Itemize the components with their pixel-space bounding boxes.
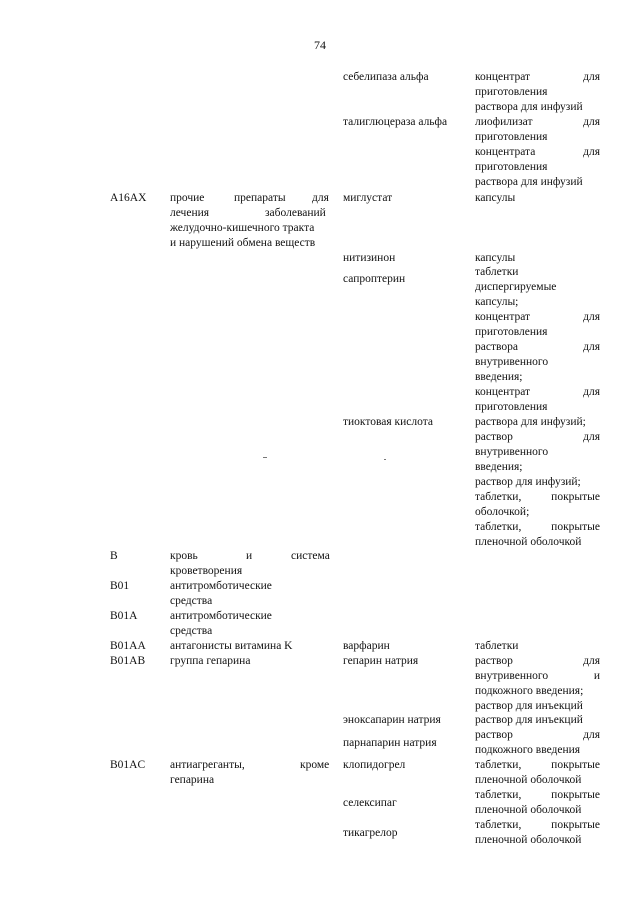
dosage-form: для <box>583 311 600 323</box>
dosage-form: таблетки, <box>475 521 522 533</box>
atc-code: B01AB <box>110 655 146 667</box>
dosage-form: для <box>583 386 600 398</box>
dosage-form: покрытые <box>551 521 600 533</box>
group-name: и нарушений обмена веществ <box>170 237 316 249</box>
dosage-form: таблетки, <box>475 491 522 503</box>
dosage-form: внутривенного <box>475 670 549 682</box>
dosage-form: концентрат <box>475 71 531 83</box>
dosage-form: таблетки, <box>475 789 522 801</box>
group-name: средства <box>170 595 213 607</box>
dosage-form: подкожного введения <box>475 744 581 756</box>
drug-name: парнапарин натрия <box>343 737 437 749</box>
scan-smudge <box>263 457 267 458</box>
group-name: антитромботические <box>170 580 272 592</box>
group-name: и <box>246 550 253 562</box>
group-name: средства <box>170 625 213 637</box>
dosage-form: приготовления <box>475 326 548 338</box>
group-name: антагонисты витамина K <box>170 640 293 652</box>
dosage-form: раствор для инъекций <box>475 714 583 726</box>
dosage-form: пленочной оболочкой <box>475 804 582 816</box>
dosage-form: для <box>583 116 600 128</box>
atc-code: B01A <box>110 610 138 622</box>
dosage-form: приготовления <box>475 131 548 143</box>
dosage-form: оболочкой; <box>475 506 530 518</box>
dosage-form: для <box>583 146 600 158</box>
dosage-form: концентрат <box>475 386 531 398</box>
group-name: кроме <box>300 759 330 771</box>
atc-code: A16AX <box>110 192 147 204</box>
dosage-form: раствор для инфузий; <box>475 476 581 488</box>
group-name: гепарина <box>170 774 215 786</box>
dosage-form: приготовления <box>475 161 548 173</box>
scan-smudge <box>384 459 386 460</box>
dosage-form: раствора <box>475 341 518 353</box>
dosage-form: приготовления <box>475 86 548 98</box>
group-name: кроветворения <box>170 565 243 577</box>
dosage-form: раствора для инфузий <box>475 176 583 188</box>
dosage-form: пленочной оболочкой <box>475 774 582 786</box>
atc-code: B01AC <box>110 759 146 771</box>
group-name: антиагреганты, <box>170 759 245 771</box>
dosage-form: внутривенного <box>475 356 549 368</box>
dosage-form: таблетки <box>475 640 519 652</box>
dosage-form: капсулы <box>475 192 516 204</box>
dosage-form: капсулы; <box>475 296 519 308</box>
dosage-form: таблетки, <box>475 819 522 831</box>
dosage-form: пленочной оболочкой <box>475 536 582 548</box>
dosage-form: раствор для инъекций <box>475 700 583 712</box>
drug-name: эноксапарин натрия <box>343 714 441 726</box>
dosage-form: для <box>583 341 600 353</box>
dosage-form: раствора для инфузий; <box>475 416 586 428</box>
group-name: группа гепарина <box>170 655 251 667</box>
dosage-form: для <box>583 655 600 667</box>
dosage-form: капсулы <box>475 252 516 264</box>
dosage-form: подкожного введения; <box>475 685 584 697</box>
dosage-form: покрытые <box>551 789 600 801</box>
group-name: кровь <box>170 550 198 562</box>
dosage-form: введения; <box>475 371 523 383</box>
drug-name: миглустат <box>343 192 393 204</box>
dosage-form: таблетки <box>475 266 519 278</box>
dosage-form: введения; <box>475 461 523 473</box>
atc-code: B <box>110 550 118 562</box>
dosage-form: покрытые <box>551 819 600 831</box>
drug-name: тиоктовая кислота <box>343 416 433 428</box>
dosage-form: раствор <box>475 655 513 667</box>
dosage-form: покрытые <box>551 759 600 771</box>
group-name: препараты <box>234 192 286 204</box>
drug-name: себелипаза альфа <box>343 71 429 83</box>
group-name: для <box>312 192 329 204</box>
dosage-form: концентрат <box>475 311 531 323</box>
drug-name: селексипаг <box>343 797 397 809</box>
dosage-form: таблетки, <box>475 759 522 771</box>
group-name: желудочно-кишечного тракта <box>170 222 315 234</box>
drug-name: варфарин <box>343 640 390 652</box>
dosage-form: раствора для инфузий <box>475 101 583 113</box>
drug-name: сапроптерин <box>343 273 406 285</box>
page-number: 74 <box>314 38 326 52</box>
dosage-form: диспергируемые <box>475 281 557 293</box>
atc-code: B01 <box>110 580 130 592</box>
group-name: заболеваний <box>265 207 326 219</box>
dosage-form: для <box>583 71 600 83</box>
dosage-form: концентрата <box>475 146 536 158</box>
dosage-form: пленочной оболочкой <box>475 834 582 846</box>
dosage-form: для <box>583 431 600 443</box>
drug-name: тикагрелор <box>343 827 398 839</box>
dosage-form: покрытые <box>551 491 600 503</box>
dosage-form: для <box>583 729 600 741</box>
drug-name: нитизинон <box>343 252 396 264</box>
group-name: система <box>291 550 330 562</box>
dosage-form: раствор <box>475 729 513 741</box>
atc-code: B01AA <box>110 640 146 652</box>
dosage-form: внутривенного <box>475 446 549 458</box>
dosage-form: и <box>593 670 600 682</box>
dosage-form: лиофилизат <box>475 116 533 128</box>
group-name: антитромботические <box>170 610 272 622</box>
group-name: прочие <box>170 192 205 204</box>
drug-name: клопидогрел <box>343 759 406 771</box>
drug-name: талиглюцераза альфа <box>343 116 448 128</box>
dosage-form: приготовления <box>475 401 548 413</box>
drug-name: гепарин натрия <box>343 655 419 667</box>
dosage-form: раствор <box>475 431 513 443</box>
group-name: лечения <box>170 207 210 219</box>
